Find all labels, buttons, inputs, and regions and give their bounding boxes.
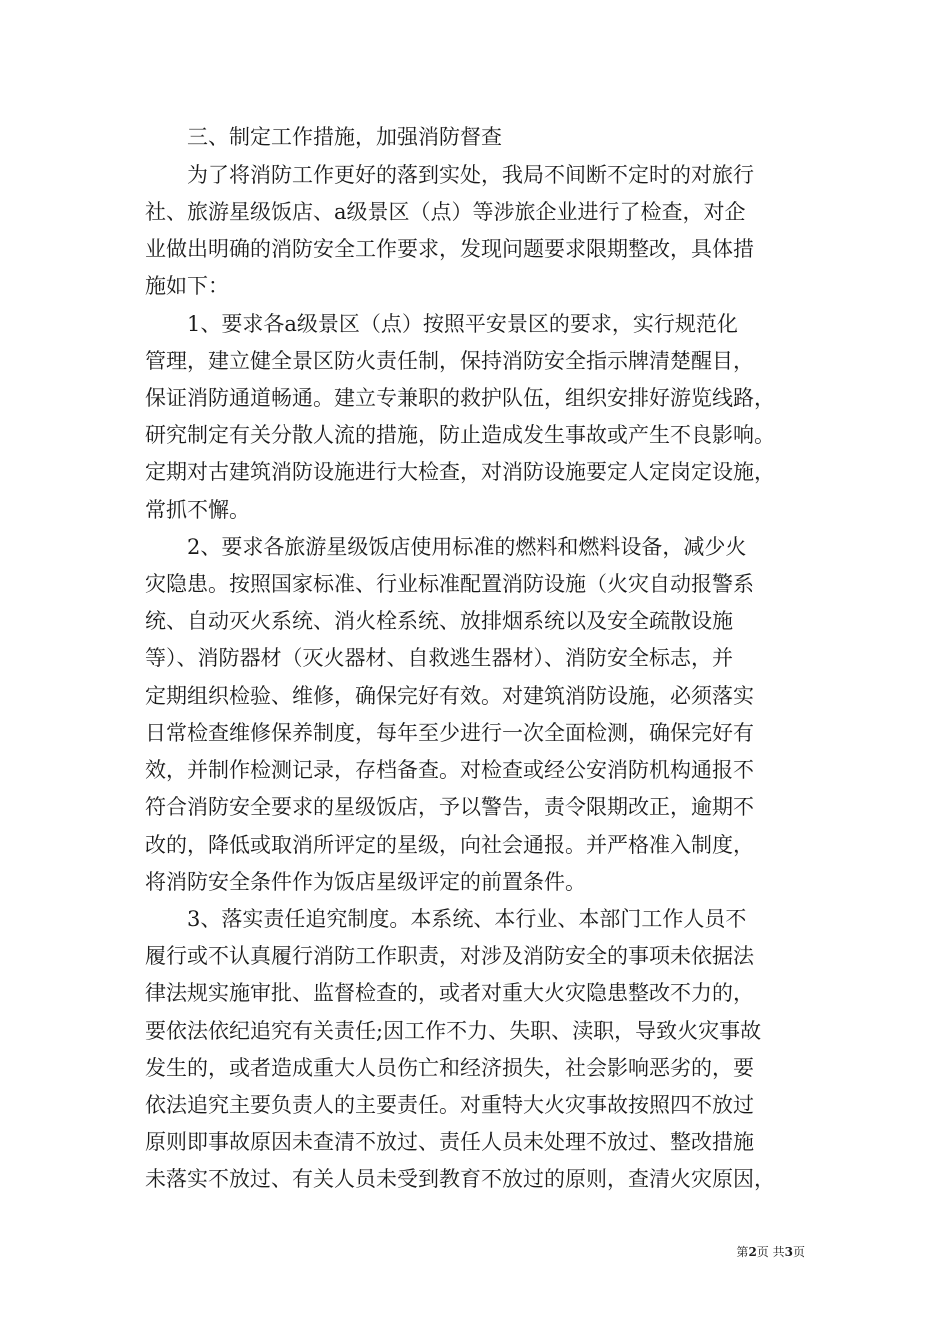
- text-line: 施如下：: [145, 274, 229, 298]
- text-line: 3、落实责任追究制度。本系统、本行业、本部门工作人员不: [145, 907, 747, 931]
- page-footer: [736, 1244, 805, 1260]
- text-line: 原则即事故原因未查清不放过、责任人员未处理不放过、整改措施: [145, 1130, 754, 1154]
- text-line: 要依法依纪追究有关责任;因工作不力、失职、渎职，导致火灾事故: [145, 1019, 762, 1043]
- text-line: 未落实不放过、有关人员未受到教育不放过的原则，查清火灾原因，: [145, 1167, 775, 1191]
- text-line: 效，并制作检测记录，存档备查。对检查或经公安消防机构通报不: [145, 758, 754, 782]
- text-line: 社、旅游星级饭店、a级景区（点）等涉旅企业进行了检查，对企: [145, 200, 746, 224]
- text-line: 1、要求各a级景区（点）按照平安景区的要求，实行规范化: [145, 312, 738, 336]
- footer-middle: 页 共: [756, 1245, 785, 1259]
- text-line: 管理，建立健全景区防火责任制，保持消防安全指示牌清楚醒目，: [145, 349, 754, 373]
- text-line: 2、要求各旅游星级饭店使用标准的燃料和燃料设备，减少火: [145, 535, 747, 559]
- text-line: 符合消防安全要求的星级饭店，予以警告，责令限期改正，逾期不: [145, 795, 754, 819]
- text-line: 日常检查维修保养制度，每年至少进行一次全面检测，确保完好有: [145, 721, 754, 745]
- text-line: 灾隐患。按照国家标准、行业标准配置消防设施（火灾自动报警系: [145, 572, 754, 596]
- text-line: 为了将消防工作更好的落到实处，我局不间断不定时的对旅行: [145, 163, 754, 187]
- text-line: 定期对古建筑消防设施进行大检查，对消防设施要定人定岗定设施，: [145, 460, 775, 484]
- text-line: 改的，降低或取消所评定的星级，向社会通报。并严格准入制度，: [145, 833, 754, 857]
- text-line: 等）、消防器材（灭火器材、自救逃生器材）、消防安全标志，并: [145, 646, 733, 670]
- footer-suffix: 页: [792, 1245, 805, 1259]
- text-line: 研究制定有关分散人流的措施，防止造成发生事故或产生不良影响。: [145, 423, 775, 447]
- section-heading: 三、制定工作措施，加强消防督查: [145, 125, 502, 149]
- text-line: 统、自动灭火系统、消火栓系统、放排烟系统以及安全疏散设施: [145, 609, 733, 633]
- text-line: 业做出明确的消防安全工作要求，发现问题要求限期整改，具体措: [145, 237, 754, 261]
- text-line: 发生的，或者造成重大人员伤亡和经济损失，社会影响恶劣的，要: [145, 1056, 754, 1080]
- text-line: 保证消防通道畅通。建立专兼职的救护队伍，组织安排好游览线路，: [145, 386, 775, 410]
- text-line: 常抓不懈。: [145, 498, 250, 522]
- text-line: 将消防安全条件作为饭店星级评定的前置条件。: [145, 870, 586, 894]
- text-line: 依法追究主要负责人的主要责任。对重特大火灾事故按照四不放过: [145, 1093, 754, 1117]
- current-page-number: 2: [748, 1245, 757, 1259]
- footer-prefix: 第: [736, 1245, 749, 1259]
- text-line: 履行或不认真履行消防工作职责，对涉及消防安全的事项未依据法: [145, 944, 754, 968]
- text-line: 定期组织检验、维修，确保完好有效。对建筑消防设施，必须落实: [145, 684, 754, 708]
- text-line: 律法规实施审批、监督检查的，或者对重大火灾隐患整改不力的，: [145, 981, 754, 1005]
- total-page-number: 3: [784, 1245, 793, 1259]
